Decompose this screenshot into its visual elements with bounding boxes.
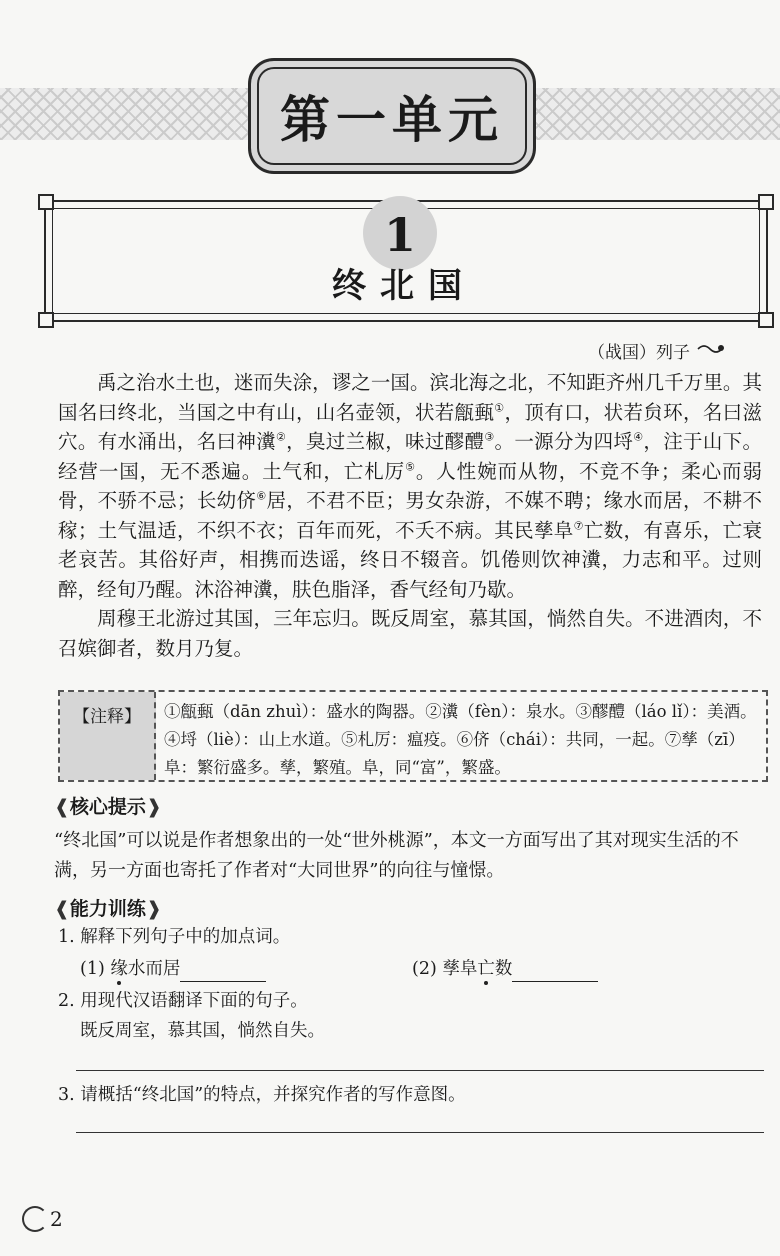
author-line [588, 338, 726, 363]
footnote-marker: ④ [633, 430, 644, 444]
unit-plaque [248, 58, 536, 174]
notes-box [58, 690, 768, 782]
frame-corner-ornament [38, 194, 54, 210]
unit-title: 第一单元 [280, 91, 504, 149]
dotted-word: 缘 [110, 959, 128, 979]
right-ornament-icon: ❱ [145, 796, 162, 818]
answer-blank[interactable] [180, 963, 266, 982]
hint-text: “终北国”可以说是作者想象出的一处“世外桃源”，本文一方面写出了其对现实生活的不满，另一方面也寄托了作者对“大同世界”的向往与憧憬。 [54, 830, 739, 881]
footnote-marker: ① [494, 401, 505, 414]
frame-corner-ornament [758, 194, 774, 210]
frame-corner-ornament [38, 312, 54, 328]
paragraph-1: 禹之治水土也，迷而失涂，谬之一国。滨北海之北，不知距齐州几千万里。其国名曰终北，当国之中有山，山名壶领，状若甔甀①，顶有口，状若贠环，名曰滋穴。有水涌出，名曰神瀵②，臭过兰椒，味过醪醴③。一源分为四埒④，注于山下。经营一国，无不悉遍。土气和，亡札厉⑤。人性婉而从物，不竞不争；柔心而弱骨，不骄不忌；长幼侪⑥居，不君不臣；男女杂游，不媒不聘；缘水而居，不耕不稼；土气温适，不织不衣；百年而死，不夭不病。其民孳阜⑦亡数，有喜乐，亡衰老哀苦。其俗好声，相携而迭谣，终日不辍音。饥倦则饮神瀵，力志和平。过则醉，经旬乃醒。沐浴神瀵，肤色脂泽，香气经旬乃歇。 [58, 371, 762, 601]
question-2-sentence: 既反周室，慕其国，惝然自失。 [80, 1021, 325, 1041]
question-1: 1. 解释下列句子中的加点词。 [58, 927, 291, 947]
notes-text: ①甔甀（dān zhuì）：盛水的陶器。②瀵（fèn）：泉水。③醪醴（láo lǐ）：美酒。④埒（liè）：山上水道。⑤札厉：瘟疫。⑥侪（chái）：共同，一起。⑦孳（zī）阜：繁衍盛多。孳，繁殖。阜，同“富”，繁盛。 [164, 702, 757, 777]
question-1a: (1) 缘水而居 [80, 956, 266, 982]
lesson-number: 1 [383, 208, 416, 262]
frame-corner-ornament [758, 312, 774, 328]
main-text [58, 368, 762, 663]
lesson-title: 终北国 [332, 266, 476, 306]
page-arc-icon [22, 1206, 48, 1232]
notes-label: 【注释】 [60, 692, 156, 780]
footnote-marker: ⑤ [405, 460, 416, 473]
page-number: 2 [22, 1206, 63, 1232]
answer-blank[interactable] [512, 963, 598, 982]
left-ornament-icon: ❰ [54, 796, 70, 818]
footnote-marker: ② [275, 430, 287, 444]
footnote-marker: ③ [484, 430, 495, 444]
author-name: （战国）列子 [588, 343, 690, 363]
footnote-marker: ⑦ [573, 519, 584, 532]
question-3: 3. 请概括“终北国”的特点，并探究作者的写作意图。 [58, 1085, 466, 1105]
answer-line[interactable] [76, 1132, 764, 1133]
hint-heading: ❰核心提示❱ [54, 796, 162, 818]
question-2: 2. 用现代汉语翻译下面的句子。 [58, 991, 308, 1011]
right-ornament-icon: ❱ [145, 898, 162, 920]
footnote-marker: ⑥ [256, 489, 267, 503]
scroll-ornament-icon [696, 341, 726, 360]
training-heading: ❰能力训练❱ [54, 898, 162, 920]
question-1b: (2) 孳阜亡数 [412, 956, 598, 982]
dotted-word: 亡 [477, 959, 495, 979]
answer-line[interactable] [76, 1070, 764, 1071]
paragraph-2: 周穆王北游过其国，三年忘归。既反周室，慕其国，惝然自失。不进酒肉，不召嫔御者，数月乃复。 [58, 607, 762, 660]
left-ornament-icon: ❰ [54, 898, 70, 920]
